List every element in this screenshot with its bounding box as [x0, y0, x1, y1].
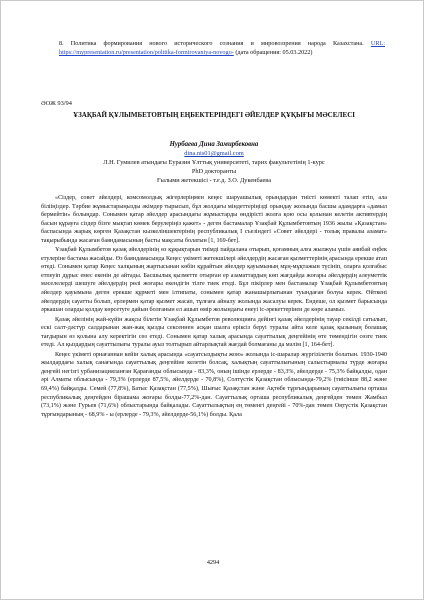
reference-access-date: (дата обращения: 05.03.2022)	[235, 49, 313, 56]
reference-url[interactable]: https://mypresentation.ru/presentation/politika-formirovaniya-novogo-	[59, 49, 234, 56]
email-link[interactable]: dina.nis01@gmail.com	[184, 150, 244, 157]
author-name: Нурбаева Дина Замирбековна	[169, 141, 259, 148]
supervisor-line: Ғылыми жетекшісі - т.ғ.д. З.О. Дукенбаева	[156, 177, 271, 184]
reference-entry	[59, 39, 385, 57]
affiliation-line-1: Л.Н. Гумилев атындағы Еуразия Ұлттық университеті, тарих факультетінің 1-курс	[103, 159, 325, 166]
page-number: 4294	[206, 559, 220, 566]
paragraph-3: Қазақ әйелінің жай-күйін жақсы білетін Ұзақбай Құлымбетов революцияға дейінгі қазақ әйелдерінің тауар секілді сатылып, ескі салт-дәстүр салдарынан жан-жақ қызды сексеннен асқан шалға еріксіз беруі туралы айта келе қазақ қызының болашақ тағдырын өз қолына алу керектігін сөз етеді. Сонымен қатар халық арасында сауаттылық деңгейінің өте төмендігін сөзге тиек етеді. Ал қыздардың сауаттылығы туралы ауыз толтырып айтарлықтай жағдай болмағаны да мәлім [1, 164-бет].	[41, 316, 387, 349]
author-email	[41, 150, 387, 157]
reference-text: 8. Политика формирования нового исторического сознания и мировоззрения народа Казахстана.	[59, 40, 364, 47]
affiliation-line-2: PhD докторанты	[191, 167, 237, 175]
paragraph-4: Кеңес үкіметі орнағаннан кейін халық арасында «сауатсыздықты жою» жолында іс-шаралар жүргізілетін болатын. 1930-1940 жылдардағы халық санағында сауаттылық деңгейіне келетін болсақ, халықтың сауаттылығының салыстырмалы түрде жоғары деңгейі негізгі урбанизацияланған Қарағанды облысында - 83,3%, оның ішінде ерлерде - 83,3%, әйелдерде - 75,3% байқалды, одан әрі Алматы облысында - 79,3% (ерлерде 87,5%, әйелдерде - 70,8%), Солтүстік Қазақстан облысында-79,2% (тиісінше 88,2 және 69,4%) байқалды. Семей (77,8%), Батыс Қазақстан (77,5%), Шығыс Қазақстан және Ақтөбе тұрғындарының сауаттылығы орташа республикалық деңгейден бірашама жоғары болды-77,2%-дан. Сауаттылық орташа республикалық деңгейден төмен Жамбыл (73,1%) және Гурьев (71,6%) облыстарында байқалады. Сауаттылықтың ең төменгі деңгейі - 70%-дан төмен Оңтүстік Қазақстан тұрғындарының - 68,9% - ы (ерлерде - 79,3%, әйелдерде-56,1%) болды. Қала	[41, 351, 387, 418]
reference-url-label[interactable]: URL:	[370, 40, 385, 47]
paragraph-2: Ұзақбай Құлымбетов қазақ әйелдерінің өз құқықтарын тиімді пайдалана отырып, қоғамның алға жылжуы үшін аянбай еңбек етулеріне бастама жасайды. Өз баяндамасында Кеңес үкіметі жетекшілері әйелдердің жасаған қызметтерінің арасында ерекше атап өтеді. Сонымен қатар Кеңес халқының жартысынан көбін құрайтын әйелдер қауымының мұң-мұқтажын түсініп, оларға қолғабыс етпеуіп дұрыс емес екенін де айтады. Басшылық қызметте отырған ер азаматтардың көп жағдайда жоғары әйелдердің алеуметтік мәселелерді шешуге әйелдердің рөлі жоғары екендігін тілге тиек етеді. Бұл пікірлер мен бастамалар Ұзақбай Құлымбетовтың әйелдер қауымына деген ерекше құрметі мен ілтипаты, сонымен қатар жанашырлығынан туындаған болуы керек. Өйткені әйелдердің сауатты болып, ерлермен қатар қызмет жасап, тұлғаға айналу жолында жасалуы керек. Ендеше, ол қызмет барысында әркашан оларды қолдау көрсетуге дайын болғанын ел ашып өмір жолындағы енеуі іс-әрекеттерінен де көре аламыз.	[41, 247, 387, 314]
udk-code: ӘОЖ 93/94	[41, 100, 72, 107]
author-affiliation	[41, 159, 387, 176]
paragraph-1: «Сіздер, совет әйелдері, комсомолдық жігерлеріңмен кеңес шаруашылық орындардан тиісті көмекті талап етіп, ала білііңіздер. Тәрбие жұмыстарыңызды әкімдер тырысып, бұл жолдағы міндеттеріңізді орындау жолында басшы адамдарға «дамыл бермейтін» болыңдар. Сонымен қатар әйелдер арасындағы жұмыстарды өндірісті жолға қою осы қолынан келетін активтердің басын құрауға сіздер бізге мықтап көмек берулеріңіз қажет» - деген бастамалар Ұзақбай Құлымбетовтың 1936 жылы «Қазақстан» баспасында жарық көрген Қазақстан кызкелiншектерiнiң республикалық I съезіндегі «Совет әйелдері - толық правалы азамат» тақырыбында жасаған баяндамасының басты мақсаты болатын [1, 169-бет].	[41, 195, 387, 244]
article-title: ҰЗАҚБАЙ ҚҰЛЫМБЕТОВТЫҢ ЕҢБЕКТЕРІНДЕГІ ӘЙЕЛДЕР ҚҰҚЫҒЫ МӘСЕЛЕСІ	[73, 111, 355, 119]
article-body	[41, 194, 387, 420]
